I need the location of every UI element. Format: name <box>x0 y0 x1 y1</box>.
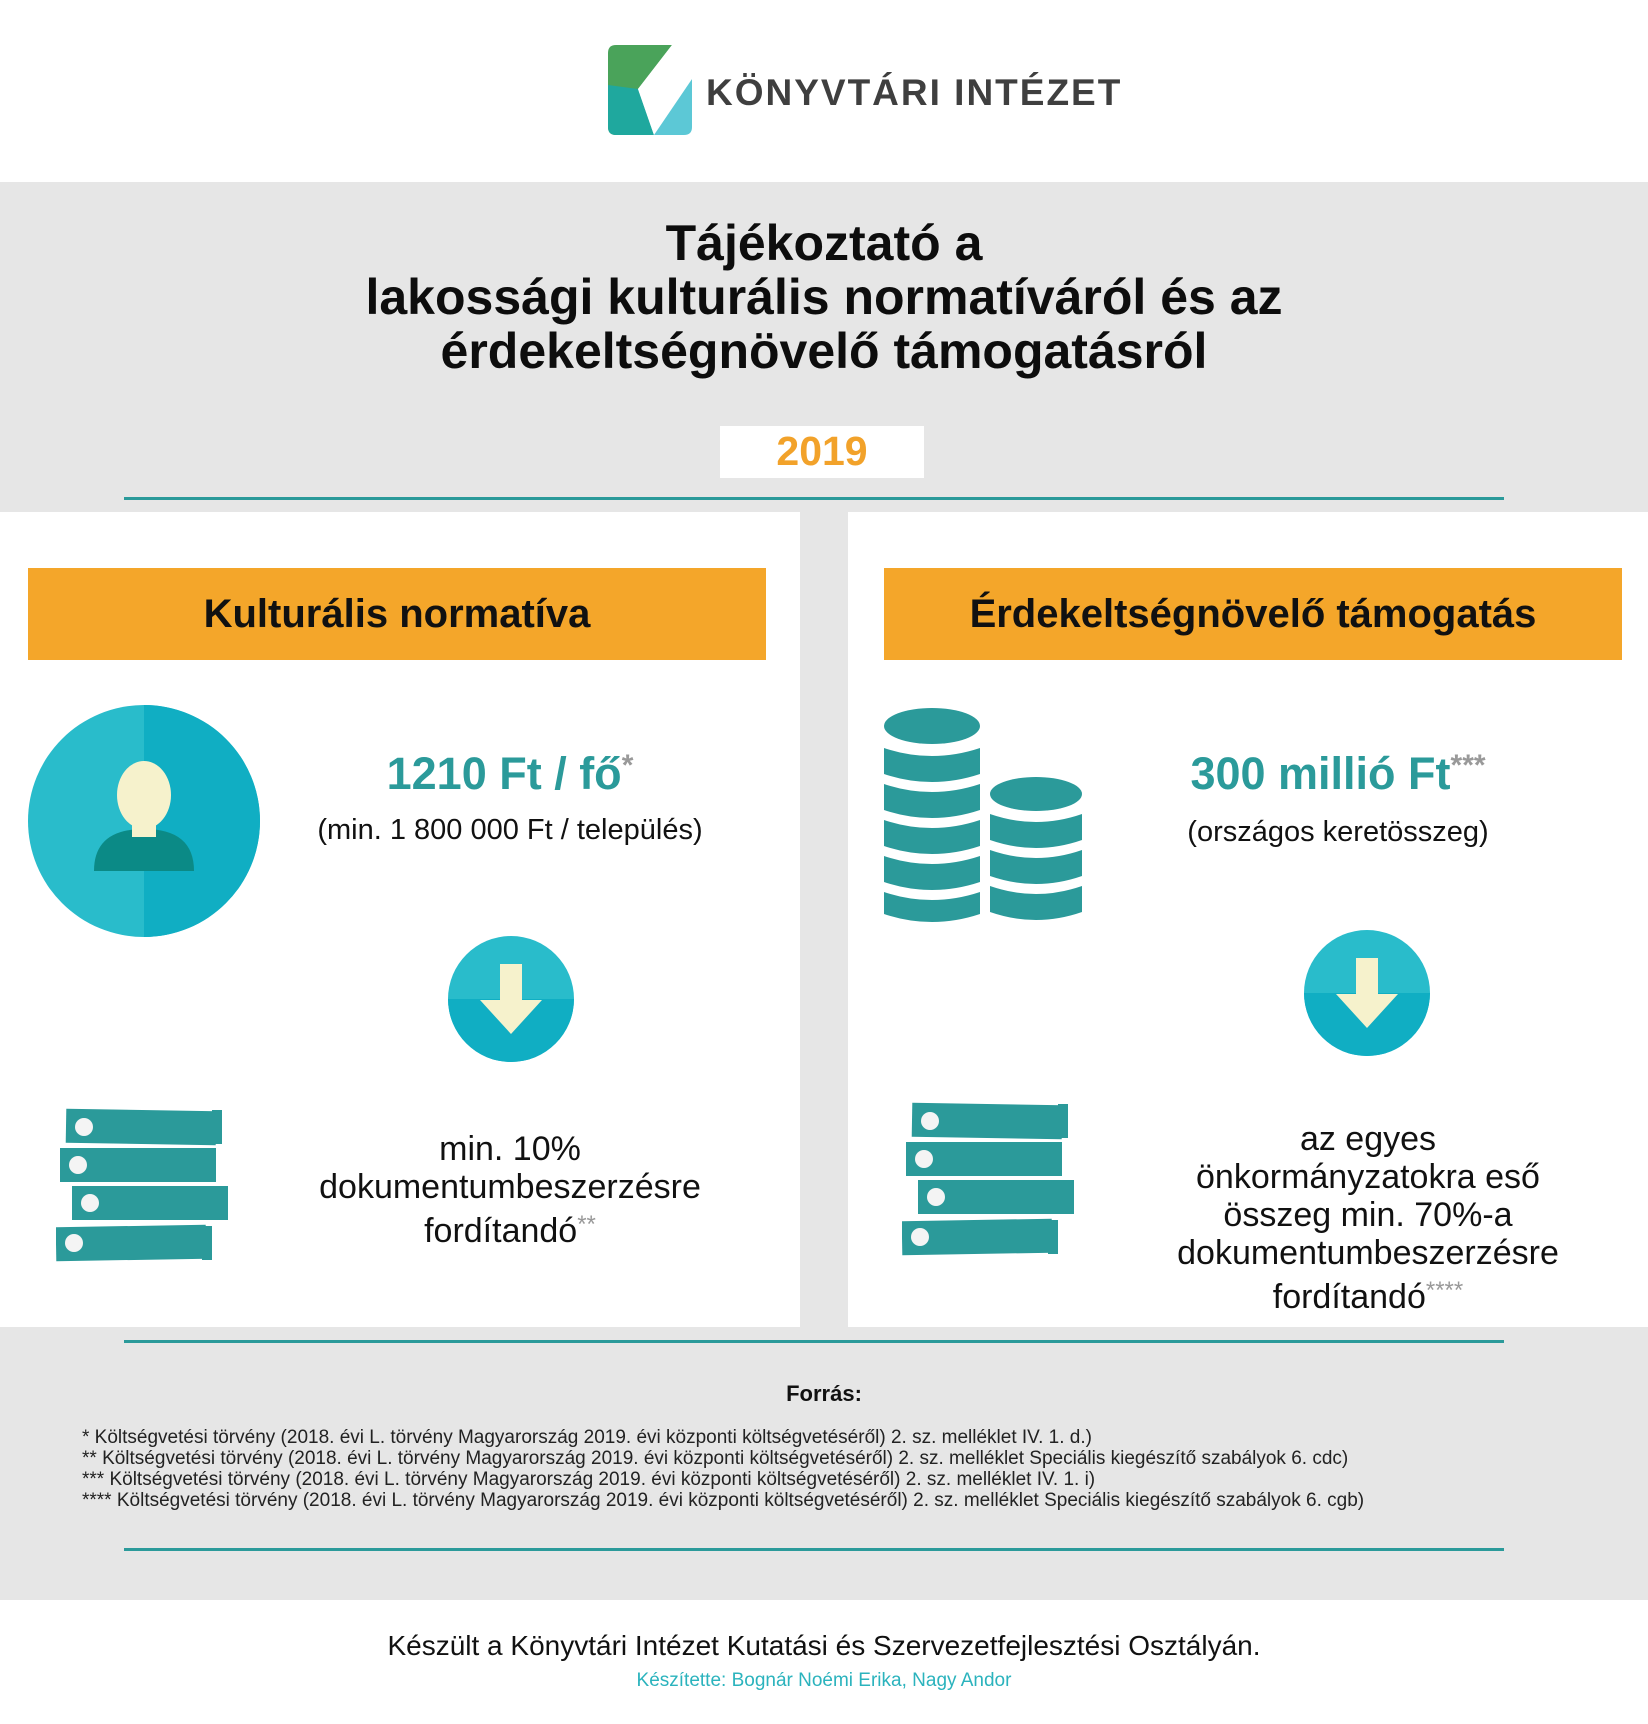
header <box>0 0 1648 182</box>
footnote: ** Költségvetési törvény (2018. évi L. törvény Magyarország 2019. évi központi költségvetéséről) 2. sz. melléklet Speciális kiegészítő szabályok 6. cdc) <box>82 1448 1349 1469</box>
section-heading: Érdekeltségnövelő támogatás <box>884 568 1622 660</box>
text-line: min. 10% <box>439 1130 581 1168</box>
section-heading: Kulturális normatíva <box>28 568 766 660</box>
sources-band <box>0 1327 1648 1600</box>
books-icon <box>902 1102 1078 1262</box>
footnote: *** Költségvetési törvény (2018. évi L. törvény Magyarország 2019. évi központi költségvetéséről) 2. sz. melléklet IV. 1. i) <box>82 1469 1096 1490</box>
logo-text: KÖNYVTÁRI INTÉZET <box>706 72 1123 113</box>
text-line-content: fordítandó <box>424 1212 578 1250</box>
year-label: 2019 <box>776 428 868 474</box>
amount-label <box>1078 748 1598 800</box>
amount-value: 1210 Ft / fő <box>386 748 622 799</box>
sources-heading: Forrás: <box>786 1381 862 1406</box>
footnote-mark: ** <box>577 1211 596 1238</box>
arrow-down-icon <box>448 936 574 1062</box>
divider <box>124 1548 1504 1551</box>
amount-label <box>290 748 730 800</box>
amount-sub: (min. 1 800 000 Ft / település) <box>317 814 703 846</box>
page-title <box>0 216 1648 378</box>
text-line: dokumentumbeszerzésre <box>1177 1234 1559 1272</box>
footnote-mark: *** <box>1450 749 1486 782</box>
content-area <box>0 512 1648 1327</box>
books-icon <box>56 1108 232 1268</box>
panel-erdekeltsegnovelo-tamogatas <box>848 512 1648 1327</box>
text-line-content: fordítandó <box>1272 1278 1426 1316</box>
title-line: lakossági kulturális normatíváról és az <box>365 269 1283 325</box>
divider <box>124 1340 1504 1343</box>
requirement-text <box>250 1130 770 1250</box>
amount-value: 300 millió Ft <box>1190 748 1451 799</box>
text-line: dokumentumbeszerzésre <box>319 1168 701 1206</box>
text-line: összeg min. 70%-a <box>1223 1196 1513 1234</box>
credits-line: Készült a Könyvtári Intézet Kutatási és Szervezetfejlesztési Osztályán. <box>387 1630 1261 1661</box>
footnote: **** Költségvetési törvény (2018. évi L. törvény Magyarország 2019. évi központi költségvetéséről) 2. sz. melléklet Speciális kiegészítő szabályok 6. cgb) <box>82 1490 1365 1511</box>
year-badge <box>720 426 924 478</box>
footnotes <box>82 1427 1364 1511</box>
arrow-down-icon <box>1304 930 1430 1056</box>
author-line: Készítette: Bognár Noémi Erika, Nagy Andor <box>636 1670 1012 1691</box>
coins-icon <box>884 702 1084 930</box>
footnote-mark: * <box>621 749 634 782</box>
title-band <box>0 182 1648 512</box>
amount-sub: (országos keretösszeg) <box>1187 816 1489 848</box>
title-line: Tájékoztató a <box>665 215 983 271</box>
person-icon <box>28 705 260 937</box>
logo-mark-icon <box>608 45 692 135</box>
panel-kulturalis-normativa <box>0 512 800 1327</box>
text-line: az egyes <box>1299 1120 1437 1158</box>
divider <box>124 497 1504 500</box>
footnote: * Költségvetési törvény (2018. évi L. törvény Magyarország 2019. évi központi költségvetéséről) 2. sz. melléklet IV. 1. d.) <box>82 1427 1092 1448</box>
footnote-mark: **** <box>1425 1277 1464 1304</box>
text-line <box>1098 1272 1638 1316</box>
requirement-text <box>1098 1120 1638 1316</box>
title-line: érdekeltségnövelő támogatásról <box>440 323 1208 379</box>
text-line: önkormányzatokra eső <box>1196 1158 1540 1196</box>
text-line <box>250 1206 770 1250</box>
